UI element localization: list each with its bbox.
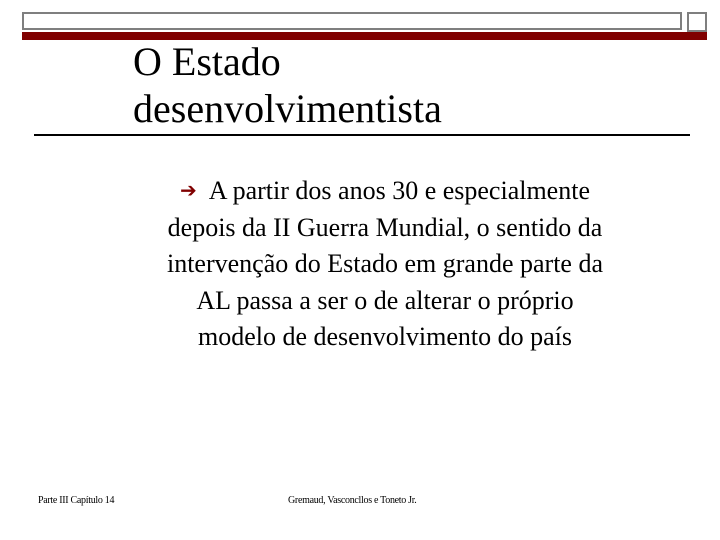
footer-chapter: Parte III Capítulo 14 bbox=[38, 495, 115, 506]
bullet-paragraph bbox=[160, 172, 610, 356]
right-arrow-icon: ➔ bbox=[180, 178, 197, 202]
slide-title-line1: O Estado bbox=[133, 39, 281, 84]
title-divider bbox=[34, 134, 690, 136]
decorative-corner-fill bbox=[687, 32, 707, 40]
decorative-corner-square bbox=[687, 12, 707, 32]
slide-title-line2: desenvolvimentista bbox=[133, 86, 442, 131]
decorative-top-bar bbox=[22, 12, 682, 30]
footer-authors: Gremaud, Vasconcllos e Toneto Jr. bbox=[288, 495, 417, 506]
bullet-text: A partir dos anos 30 e especialmente depois da II Guerra Mundial, o sentido da intervenção do Estado em grande parte da AL passa a ser o de alterar o próprio modelo de desenvolvimento do país bbox=[166, 176, 604, 351]
slide-title bbox=[133, 38, 673, 132]
